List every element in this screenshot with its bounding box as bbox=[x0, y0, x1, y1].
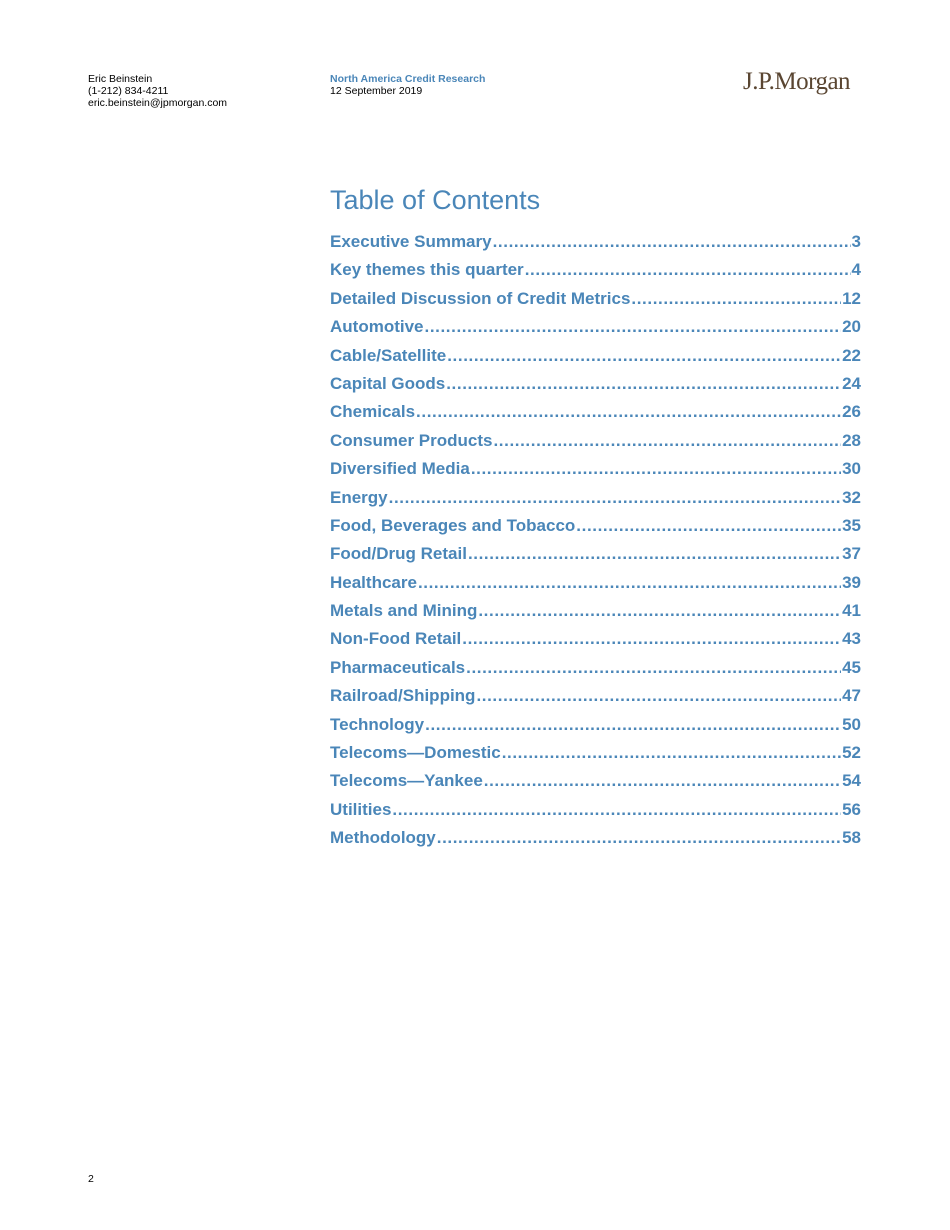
toc-entry-metals-mining[interactable] bbox=[330, 601, 861, 629]
toc-leader-dots bbox=[631, 289, 841, 309]
toc-entry-page: 28 bbox=[842, 430, 861, 450]
page-number: 2 bbox=[88, 1173, 94, 1185]
toc-entry-non-food-retail[interactable] bbox=[330, 629, 861, 657]
toc-entry-railroad-shipping[interactable] bbox=[330, 686, 861, 714]
toc-entry-label: Methodology bbox=[330, 828, 436, 848]
toc-entry-label: Capital Goods bbox=[330, 373, 446, 393]
toc-entry-label: Chemicals bbox=[330, 402, 416, 422]
toc-leader-dots bbox=[418, 573, 841, 593]
toc-entry-telecoms-yankee[interactable] bbox=[330, 771, 861, 799]
toc-entry-label: Food/Drug Retail bbox=[330, 544, 467, 564]
toc-entry-chemicals[interactable] bbox=[330, 402, 861, 430]
toc-entry-page: 32 bbox=[842, 487, 861, 507]
toc-entry-key-themes[interactable] bbox=[330, 260, 861, 288]
toc-leader-dots bbox=[576, 516, 841, 536]
toc-entry-page: 26 bbox=[842, 402, 861, 422]
author-contact bbox=[88, 73, 227, 109]
toc-leader-dots bbox=[484, 771, 841, 791]
toc-entry-page: 56 bbox=[842, 799, 861, 819]
toc-leader-dots bbox=[446, 374, 841, 394]
report-date: 12 September 2019 bbox=[330, 85, 423, 97]
toc-leader-dots bbox=[425, 715, 841, 735]
toc-entry-page: 52 bbox=[842, 743, 861, 763]
toc-entry-label: Executive Summary bbox=[330, 232, 492, 251]
toc-leader-dots bbox=[468, 544, 841, 564]
toc-entry-label: Key themes this quarter bbox=[330, 260, 524, 280]
toc-title: Table of Contents bbox=[330, 185, 541, 215]
toc-leader-dots bbox=[437, 828, 841, 848]
toc-entry-label: Utilities bbox=[330, 799, 392, 819]
toc-entry-page: 24 bbox=[842, 373, 861, 393]
toc-entry-page: 41 bbox=[842, 601, 861, 621]
toc-leader-dots bbox=[389, 488, 841, 508]
toc-entry-page: 45 bbox=[842, 657, 861, 677]
toc-entry-executive-summary[interactable] bbox=[330, 232, 861, 260]
toc-leader-dots bbox=[466, 658, 841, 678]
toc-entry-label: Consumer Products bbox=[330, 430, 493, 450]
toc-entry-label: Cable/Satellite bbox=[330, 345, 447, 365]
report-info bbox=[330, 73, 485, 97]
toc-entry-automotive[interactable] bbox=[330, 317, 861, 345]
toc-leader-dots bbox=[416, 402, 841, 422]
toc-entry-pharmaceuticals[interactable] bbox=[330, 658, 861, 686]
toc-leader-dots bbox=[493, 431, 841, 451]
toc-entry-label: Metals and Mining bbox=[330, 601, 478, 621]
toc-leader-dots bbox=[476, 686, 841, 706]
toc-entry-page: 54 bbox=[842, 771, 861, 791]
toc-leader-dots bbox=[502, 743, 841, 763]
toc-entry-utilities[interactable] bbox=[330, 800, 861, 828]
toc-entry-page: 4 bbox=[851, 260, 861, 280]
toc-entry-food-drug-retail[interactable] bbox=[330, 544, 861, 572]
author-name: Eric Beinstein bbox=[88, 73, 153, 85]
toc-entry-page: 20 bbox=[842, 317, 861, 337]
toc-entry-label: Detailed Discussion of Credit Metrics bbox=[330, 288, 631, 308]
toc-entry-page: 12 bbox=[842, 288, 861, 308]
toc-entry-page: 3 bbox=[851, 232, 861, 251]
toc-entry-page: 58 bbox=[842, 828, 861, 848]
toc-entry-label: Pharmaceuticals bbox=[330, 657, 466, 677]
toc-leader-dots bbox=[392, 800, 841, 820]
toc-entry-label: Diversified Media bbox=[330, 459, 470, 479]
toc-entry-consumer-products[interactable] bbox=[330, 431, 861, 459]
toc-leader-dots bbox=[525, 260, 851, 280]
toc-entry-label: Technology bbox=[330, 714, 425, 734]
toc-leader-dots bbox=[462, 629, 841, 649]
toc-entry-page: 35 bbox=[842, 515, 861, 535]
toc-entry-page: 43 bbox=[842, 629, 861, 649]
toc-entry-capital-goods[interactable] bbox=[330, 374, 861, 402]
toc-leader-dots bbox=[447, 346, 841, 366]
toc-entry-page: 50 bbox=[842, 714, 861, 734]
author-email: eric.beinstein@jpmorgan.com bbox=[88, 97, 228, 109]
toc-entry-diversified-media[interactable] bbox=[330, 459, 861, 487]
toc-leader-dots bbox=[478, 601, 841, 621]
toc-entry-cable-satellite[interactable] bbox=[330, 346, 861, 374]
toc-entry-label: Food, Beverages and Tobacco bbox=[330, 515, 576, 535]
toc-leader-dots bbox=[425, 317, 842, 337]
toc-entry-telecoms-domestic[interactable] bbox=[330, 743, 861, 771]
jpmorgan-logo: J.P.Morgan bbox=[743, 68, 851, 95]
author-phone: (1-212) 834-4211 bbox=[88, 85, 169, 97]
toc-entry-page: 47 bbox=[842, 686, 861, 706]
toc-entry-food-beverages-tobacco[interactable] bbox=[330, 516, 861, 544]
toc-entry-page: 30 bbox=[842, 459, 861, 479]
toc-entry-technology[interactable] bbox=[330, 715, 861, 743]
toc-entry-label: Automotive bbox=[330, 317, 424, 337]
toc-leader-dots bbox=[471, 459, 841, 479]
toc-entry-label: Railroad/Shipping bbox=[330, 686, 476, 706]
toc-entry-page: 39 bbox=[842, 572, 861, 592]
toc-leader-dots bbox=[493, 232, 851, 252]
toc-entry-energy[interactable] bbox=[330, 488, 861, 516]
toc-entry-credit-metrics[interactable] bbox=[330, 289, 861, 317]
toc-entry-page: 37 bbox=[842, 544, 861, 564]
toc-entry-label: Non-Food Retail bbox=[330, 629, 462, 649]
toc-entry-label: Energy bbox=[330, 487, 388, 507]
toc-entry-label: Telecoms—Yankee bbox=[330, 771, 483, 791]
toc-entry-healthcare[interactable] bbox=[330, 573, 861, 601]
toc-entry-methodology[interactable] bbox=[330, 828, 861, 856]
toc-entry-label: Telecoms—Domestic bbox=[330, 743, 501, 763]
toc-entry-label: Healthcare bbox=[330, 572, 417, 592]
report-title: North America Credit Research bbox=[330, 73, 486, 85]
toc-entry-page: 22 bbox=[842, 345, 861, 365]
toc-list bbox=[330, 232, 861, 857]
